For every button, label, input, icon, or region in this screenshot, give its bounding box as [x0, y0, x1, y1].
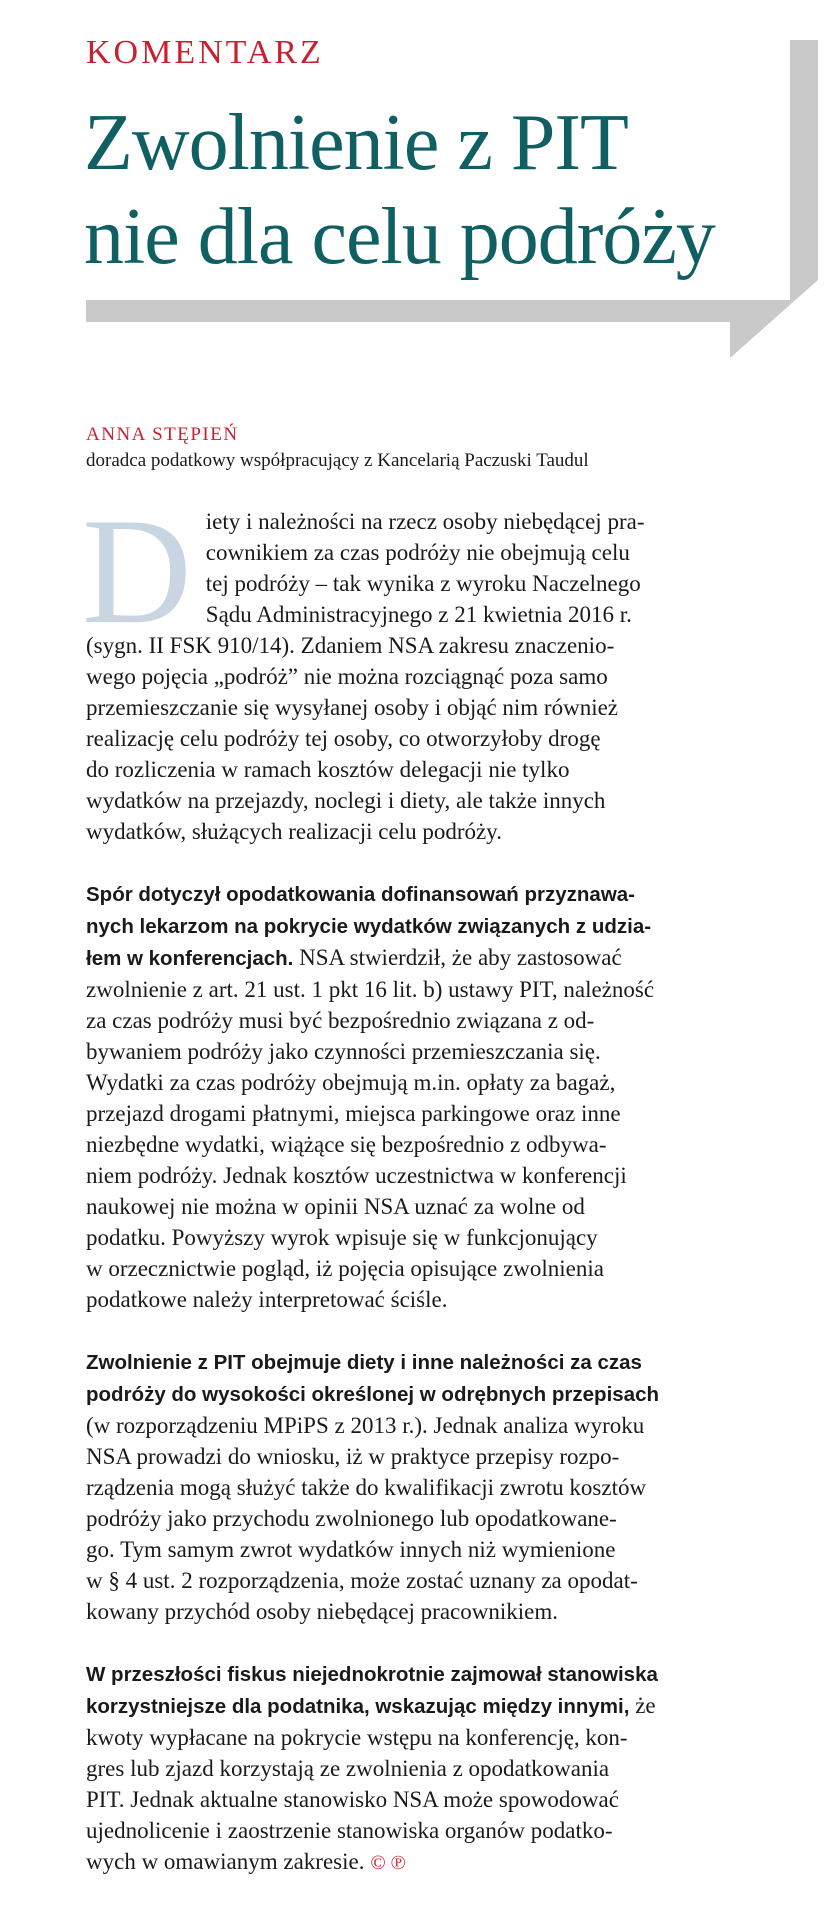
line: PIT. Jednak aktualne stanowisko NSA może spowodować — [86, 1787, 619, 1812]
line: NSA stwierdził, że aby zastosować — [293, 945, 622, 970]
drop-cap: D — [82, 487, 192, 655]
paragraph-1 — [82, 487, 746, 847]
section-kicker: KOMENTARZ — [86, 34, 324, 71]
line: w § 4 ust. 2 rozporządzenia, może zostać uznany za opodat- — [86, 1568, 638, 1593]
line: naukowej nie można w opinii NSA uznać za wolne od — [86, 1194, 585, 1219]
line: podróży jako przychodu zwolnionego lub opodatkowane- — [86, 1506, 617, 1531]
line: zwolnienie z art. 21 ust. 1 pkt 16 lit. b) ustawy PIT, należność — [86, 977, 655, 1002]
headline-line-2: nie dla celu podróży — [84, 193, 715, 281]
line: (sygn. II FSK 910/14). Zdaniem NSA zakresu znaczenio- — [86, 633, 615, 658]
line: że — [629, 1693, 656, 1718]
line: (w rozporządzeniu MPiPS z 2013 r.). Jednak analiza wyroku — [86, 1413, 645, 1438]
paragraph-4 — [86, 1658, 746, 1879]
lead-line: Spór dotyczył opodatkowania dofinansowań przyznawa- — [86, 883, 636, 906]
headline — [84, 96, 784, 284]
line: iety i należności na rzecz osoby niebędącej pra- — [205, 509, 645, 534]
line: za czas podróży musi być bezpośrednio związana z od- — [86, 1008, 595, 1033]
lead-line: W przeszłości fiskus niejednokrotnie zajmował stanowiska — [86, 1663, 658, 1686]
line: ujednolicenie i zaostrzenie stanowiska organów podatko- — [86, 1818, 613, 1843]
lead-line: Zwolnienie z PIT obejmuje diety i inne należności za czas — [86, 1351, 642, 1374]
line: przejazd drogami płatnymi, miejsca parkingowe oraz inne — [86, 1101, 621, 1126]
line: kwoty wypłacane na pokrycie wstępu na konferencję, kon- — [86, 1725, 628, 1750]
author-role: doradca podatkowy współpracujący z Kancelarią Paczuski Taudul — [86, 450, 589, 471]
line: wych w omawianym zakresie. — [86, 1849, 365, 1874]
author-name: ANNA STĘPIEŃ — [86, 424, 239, 445]
article-body — [82, 487, 746, 1910]
line: w orzecznictwie pogląd, iż pojęcia opisujące zwolnienia — [86, 1256, 604, 1281]
signature-mark: © ℗ — [370, 1852, 406, 1874]
lead-line: nych lekarzom na pokrycie wydatków związanych z udzia- — [86, 915, 652, 938]
line: podatku. Powyższy wyrok wpisuje się w funkcjonujący — [86, 1225, 598, 1250]
line: podatkowe należy interpretować ściśle. — [86, 1287, 448, 1312]
line: wydatków, służących realizacji celu podróży. — [86, 819, 502, 844]
lead-line: korzystniejsze dla podatnika, wskazując między innymi, — [86, 1695, 630, 1718]
line: tej podróży – tak wynika z wyroku Naczelnego — [205, 571, 641, 596]
line: Sądu Administracyjnego z 21 kwietnia 2016 r. — [205, 602, 632, 627]
line: kowany przychód osoby niebędącej pracownikiem. — [86, 1599, 558, 1624]
lead-line: podróży do wysokości określonej w odrębnych przepisach — [86, 1383, 659, 1406]
line: go. Tym samym zwrot wydatków innych niż wymienione — [86, 1537, 616, 1562]
line: niem podróży. Jednak kosztów uczestnictwa w konferencji — [86, 1163, 627, 1188]
lead-line: łem w konferencjach. — [86, 947, 294, 970]
line: przemieszczanie się wysyłanej osoby i objąć nim również — [86, 695, 619, 720]
line: rządzenia mogą służyć także do kwalifikacji zwrotu kosztów — [86, 1475, 647, 1500]
line: wego pojęcia „podróż” nie można rozciągnąć poza samo — [86, 664, 608, 689]
line: realizację celu podróży tej osoby, co otworzyłoby drogę — [86, 726, 601, 751]
line: cownikiem za czas podróży nie obejmują celu — [205, 540, 630, 565]
line: niezbędne wydatki, wiążące się bezpośrednio z odbywa- — [86, 1132, 607, 1157]
line: do rozliczenia w ramach kosztów delegacji nie tylko — [86, 757, 570, 782]
paragraph-3 — [86, 1346, 746, 1627]
line: Wydatki za czas podróży obejmują m.in. opłaty za bagaż, — [86, 1070, 616, 1095]
paragraph-2 — [86, 878, 746, 1315]
headline-line-1: Zwolnienie z PIT — [84, 99, 628, 187]
line: wydatków na przejazdy, noclegi i diety, ale także innych — [86, 788, 606, 813]
line: bywaniem podróży jako czynności przemieszczania się. — [86, 1039, 601, 1064]
line: gres lub zjazd korzystają ze zwolnienia z opodatkowania — [86, 1756, 610, 1781]
line: NSA prowadzi do wniosku, iż w praktyce przepisy rozpo- — [86, 1444, 620, 1469]
